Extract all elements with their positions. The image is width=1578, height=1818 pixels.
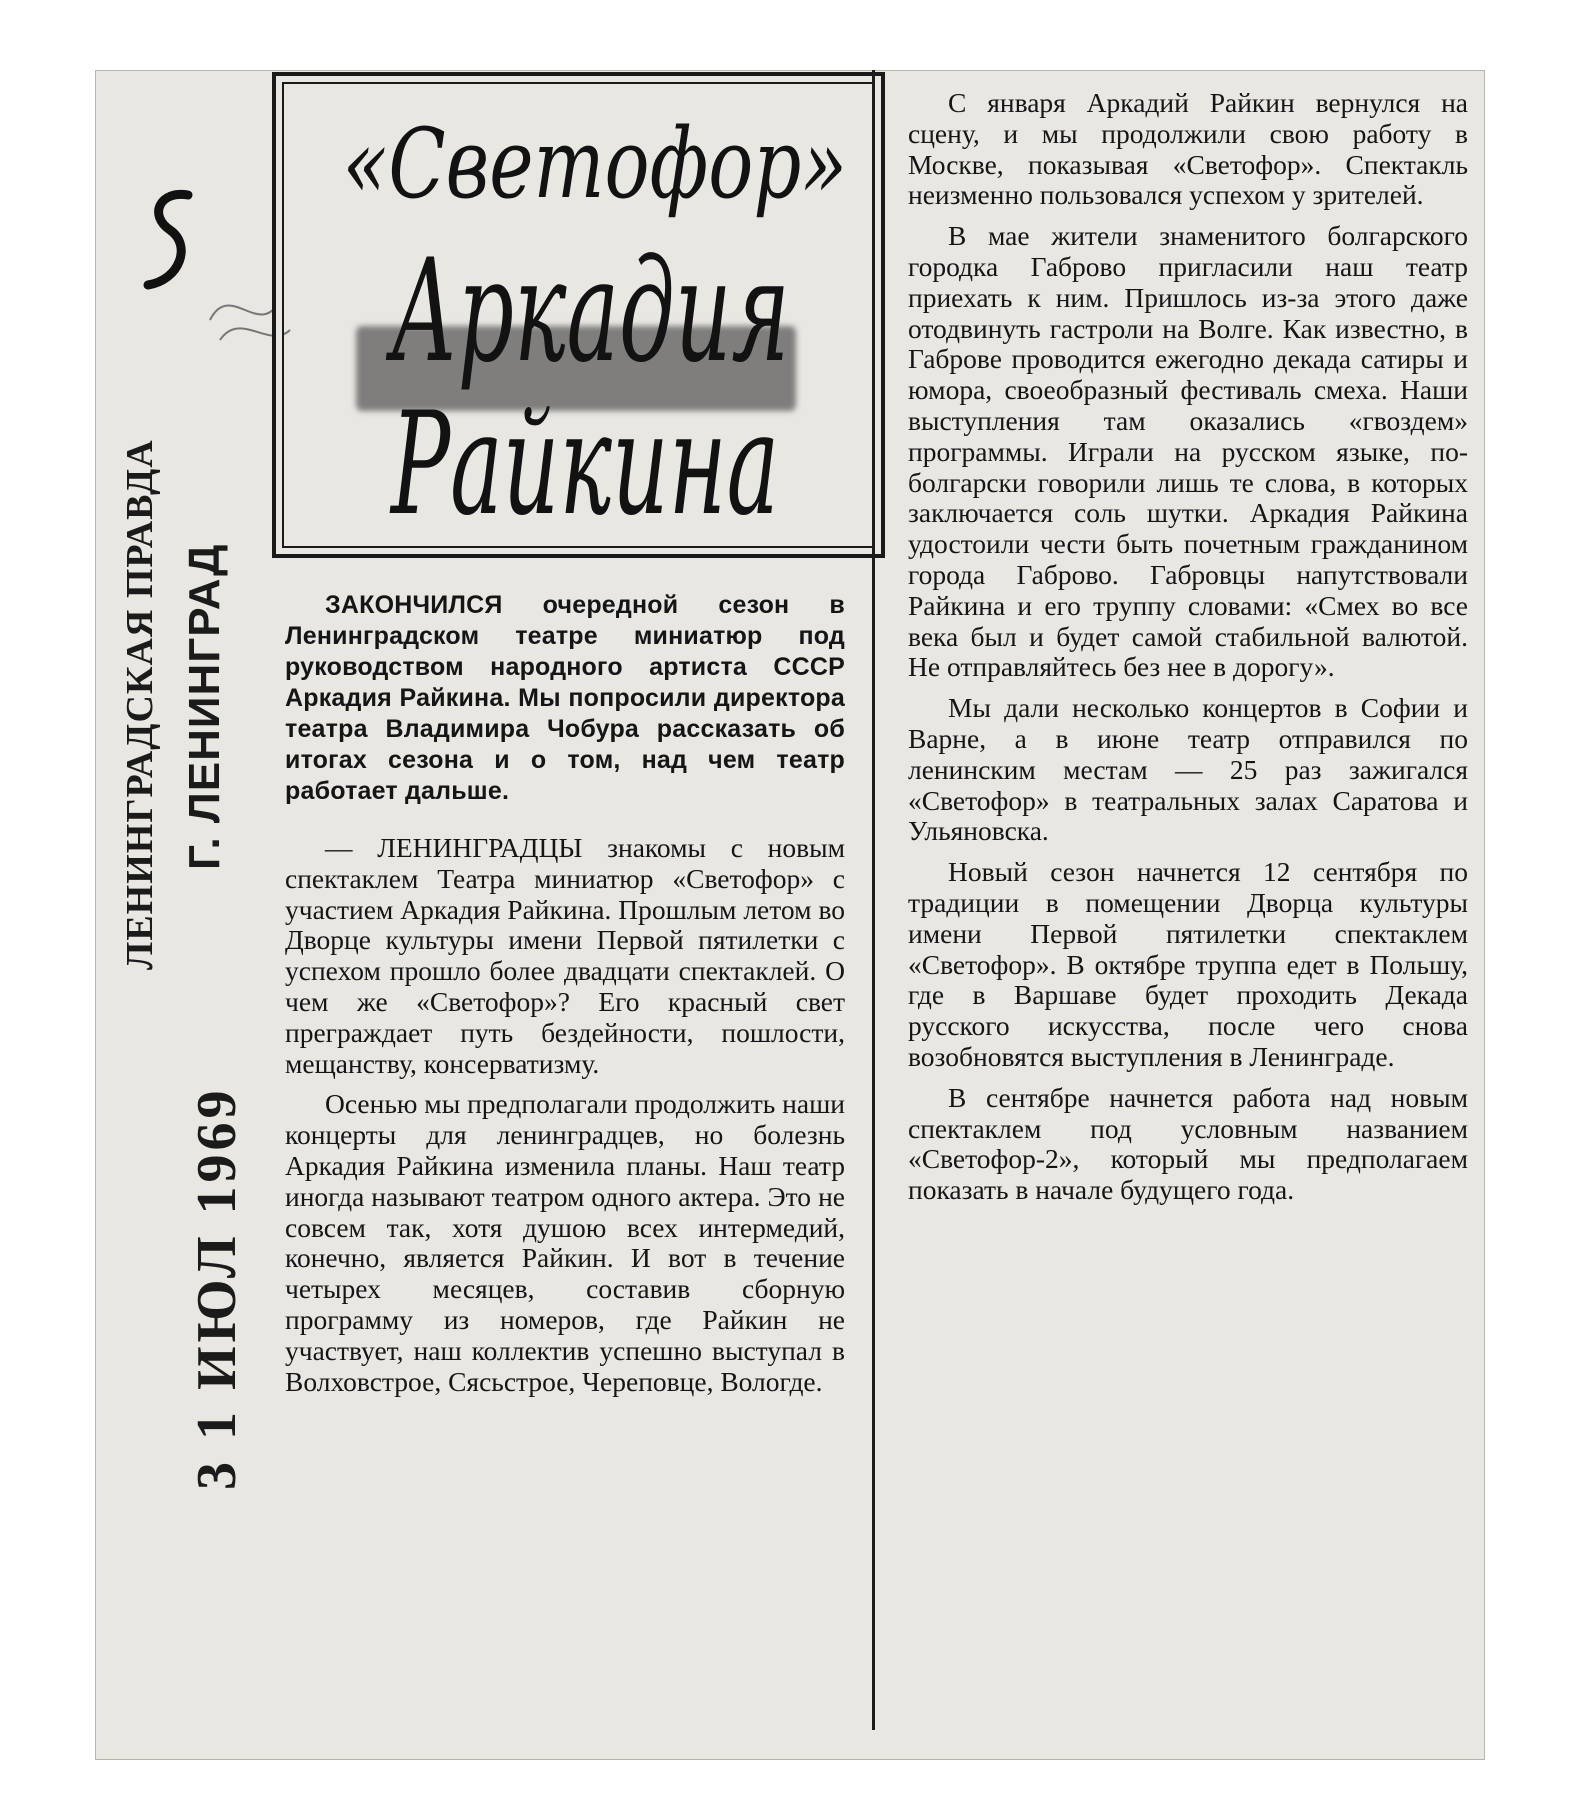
headline-line-3: Райкина <box>390 382 780 547</box>
article-paragraph: Мы дали несколько концертов в Софии и Варне, а в июне театр отправился по ленинским местам — 25 раз зажигался «Светофор» в театральных залах Саратова и Ульяновска. <box>908 692 1468 847</box>
headline-line-1: «Светофор» <box>342 108 848 220</box>
article-paragraph: С января Аркадий Райкин вернулся на сцену, и мы продолжили свою работу в Москве, показывая «Светофор». Спектакль неизменно пользовался успехом у зрителей. <box>908 87 1468 211</box>
column-divider <box>872 70 875 1730</box>
article-paragraph: В сентябре начнется работа над новым спектаклем под условным названием «Светофор-2», который мы предполагаем показать в начале будущего года. <box>908 1081 1468 1206</box>
handwritten-mark-icon <box>140 185 200 295</box>
headline-line-2: Аркадия <box>390 229 790 394</box>
article-paragraph: — ЛЕНИНГРАДЦЫ знакомы с новым спектаклем Театра миниатюр «Светофор» с участием Аркадия Райкина. Прошлым летом во Дворце культуры имени Первой пятилетки с успехом прошло более двадцати спектаклей. О чем же «Светофор»? Его красный свет преграждает путь бездейности, пошлости, мещанству, консерватизму. <box>285 832 845 1079</box>
article-paragraph: Осенью мы предполагали продолжить наши концерты для ленинградцев, но болезнь Аркадия Райкина изменила планы. Наш театр иногда называют театром одного актера. Это не совсем так, хотя душою всех интермедий, конечно, является Райкин. И вот в течение четырех месяцев, составив сборную программу из номеров, где Райкин не участвует, наш коллектив успешно выступал в Волховстрое, Сясьстрое, Череповце, Вологде. <box>285 1088 845 1397</box>
headline-box <box>272 72 885 558</box>
article-paragraph: Новый сезон начнется 12 сентября по традиции в помещении Дворца культуры имени Первой пятилетки спектаклем «Светофор». В октябре труппа едет в Польшу, где в Варшаве будет проходить Декада русского искусства, после чего снова возобновятся выступления в Ленинграде. <box>908 856 1468 1072</box>
article-right-column <box>908 88 1468 1216</box>
newspaper-name-stamp: ЛЕНИНГРАДСКАЯ ПРАВДА <box>119 439 161 970</box>
city-stamp: Г. ЛЕНИНГРАД <box>180 543 229 870</box>
article-paragraph: В мае жители знаменитого болгарского городка Габрово пригласили наш театр приехать к ним. Пришлось из-за этого даже отодвинуть гастроли на Волге. Как известно, в Габрове проводится ежегодно декада сатиры и юмора, своеобразный фестиваль смеха. Наши выступления там оказались «гвоздем» программы. Играли на русском языке, по-болгарски говорили лишь те слова, в которых заключается соль шутки. Аркадия Райкина удостоили чести быть почетным гражданином города Габрово. Габровцы напутствовали Райкина и его труппу словами: «Смех во все века был и будет самой стабильной валютой. Не отправляйтесь без нее в дорогу». <box>908 220 1468 683</box>
article-left-column <box>285 590 845 1407</box>
date-stamp: 3 1 ИЮЛ 1969 <box>186 1086 248 1490</box>
lead-paragraph: ЗАКОНЧИЛСЯ очередной сезон в Ленинградском театре миниатюр под руководством народного артиста СССР Аркадия Райкина. Мы попросили директора театра Владимира Чобура рассказать об итогах сезона и о том, над чем театр работает дальше. <box>285 591 845 805</box>
